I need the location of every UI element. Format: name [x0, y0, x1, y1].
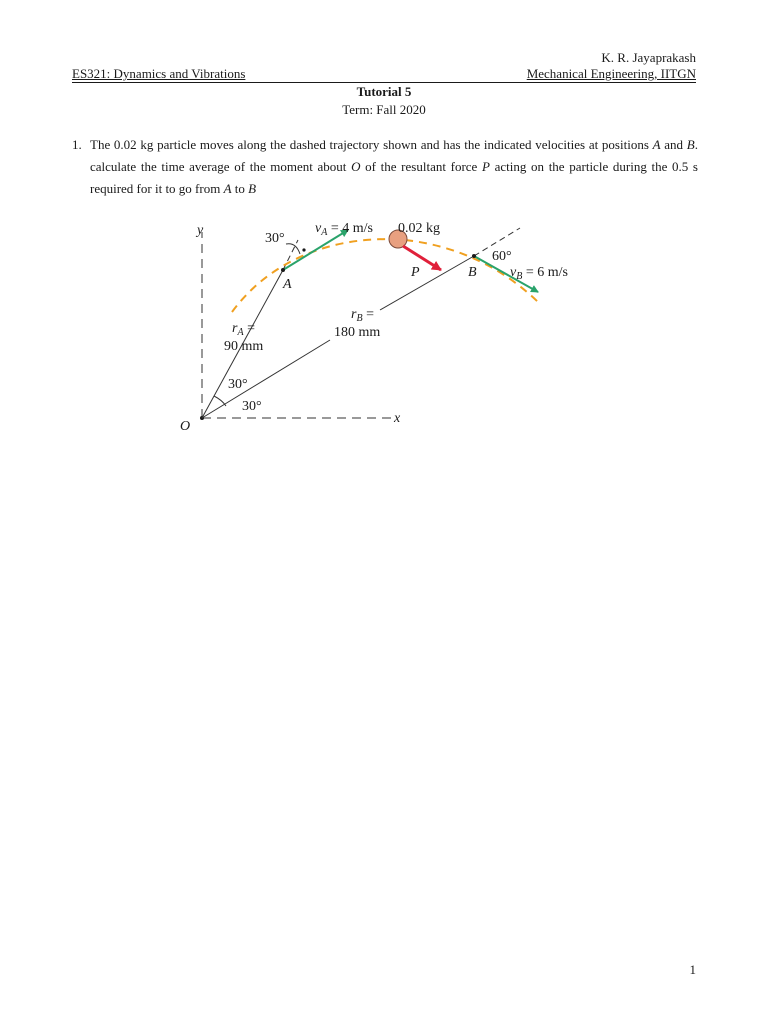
angle-dot-A [302, 248, 305, 251]
rB-value: 180 mm [334, 325, 381, 340]
y-axis-label: y [197, 223, 204, 238]
vA-label: $v_A = 4$ m/s [315, 221, 373, 238]
angle-label-vA: 30° [265, 231, 285, 246]
mass-label: 0.02 kg [398, 221, 440, 236]
angle-label-B: 60° [492, 249, 512, 264]
point-B-label: B [468, 265, 477, 280]
point-A-label: A [283, 277, 292, 292]
department: Mechanical Engineering, IITGN [526, 66, 696, 81]
point-A-dot [281, 268, 285, 272]
course-code: ES321: Dynamics and Vibrations [72, 66, 246, 81]
header-row [72, 66, 696, 83]
rA-value: 90 mm [224, 339, 264, 354]
page-number: 1 [689, 962, 696, 977]
x-axis-label: x [394, 411, 401, 426]
force-arrow-P [403, 246, 441, 270]
rB-label: $r_B$ = [351, 307, 374, 324]
term-label: Term: Fall 2020 [342, 102, 426, 117]
problem-1 [72, 134, 698, 200]
angle-arc-vA [286, 244, 300, 254]
angle-label-rA: 30° [228, 377, 248, 392]
angle-label-x: 30° [242, 399, 262, 414]
position-vector-rB [202, 340, 330, 418]
point-B-dot [472, 254, 476, 258]
page-title: Tutorial 5 [356, 84, 412, 99]
problem-number: 1. [72, 137, 82, 152]
author-name: K. R. Jayaprakash [601, 50, 696, 65]
problem-text: The 0.02 kg particle moves along the dashed trajectory shown and has the indicated velocities at positions A and B. calculate the time average of the moment about O of the resultant force P acting on the particle during the 0.5 s required for it to go from A to B [90, 137, 698, 196]
rA-label: $r_A$ = [232, 321, 255, 338]
origin-label: O [180, 419, 191, 434]
trajectory-figure [170, 210, 600, 440]
vB-label: $v_B = 6$ m/s [510, 265, 568, 282]
force-label: P [411, 265, 420, 280]
position-vector-rB-upper [380, 256, 474, 310]
